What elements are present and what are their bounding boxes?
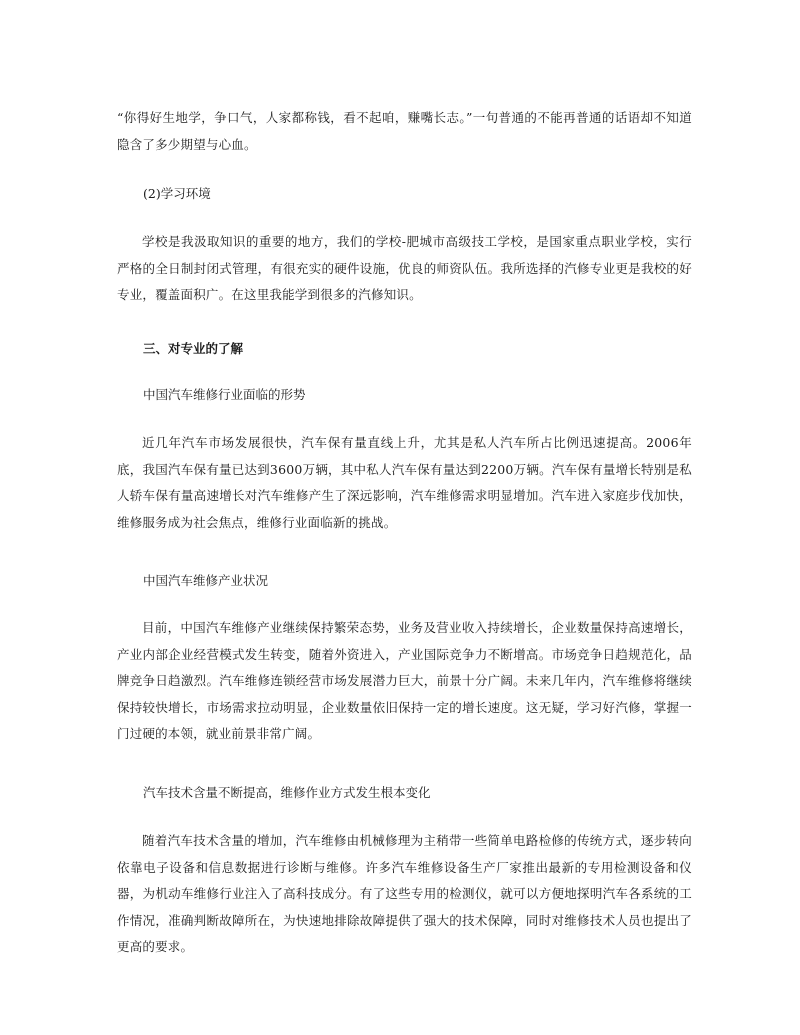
paragraph-school: 学校是我汲取知识的重要的地方，我们的学校-肥城市高级技工学校，是国家重点职业学校，实行严格的全日制封闭式管理，有很充实的硬件设施，优良的师资队伍。我所选择的汽修专业更是我校的好专业，覆盖面积广。在这里我能学到很多的汽修知识。 — [117, 234, 692, 302]
paragraph-technology: 随着汽车技术含量的增加，汽车维修由机械修理为主稍带一些简单电路检修的传统方式，逐步转向依靠电子设备和信息数据进行诊断与维修。许多汽车维修设备生产厂家推出最新的专用检测设备和仪器，为机动车维修行业注入了高科技成分。有了这些专用的检测仪，就可以方便地探明汽车各系统的工作情况，准确判断故障所在，为快速地排除故障提供了强大的技术保障，同时对维修技术人员也提出了更高的要求。 — [117, 833, 692, 954]
subheading-industry-situation: 中国汽车维修行业面临的形势 — [143, 387, 306, 402]
subheading-industry-status: 中国汽车维修产业状况 — [143, 573, 269, 588]
section-heading-major: 三、对专业的了解 — [143, 341, 244, 356]
subheading-learning-environment: (2)学习环境 — [143, 186, 211, 201]
subheading-technology: 汽车技术含量不断提高，维修作业方式发生根本变化 — [143, 785, 431, 800]
paragraph-industry: 近几年汽车市场发展很快，汽车保有量直线上升，尤其是私人汽车所占比例迅速提高。2006年底，我国汽车保有量已达到3600万辆，其中私人汽车保有量达到2200万辆。汽车保有量增长特别是私人轿车保有量高速增长对汽车维修产生了深远影响，汽车维修需求明显增加。汽车进入家庭步伐加快，维修服务成为社会焦点，维修行业面临新的挑战。 — [117, 435, 692, 530]
paragraph-expectation: “你得好生地学，争口气，人家都称钱，看不起咱，赚嘴长志。”一句普通的不能再普通的话语却不知道隐含了多少期望与心血。 — [117, 110, 692, 152]
paragraph-status: 目前，中国汽车维修产业继续保持繁荣态势，业务及营业收入持续增长，企业数量保持高速增长，产业内部企业经营模式发生转变，随着外资进入，产业国际竞争力不断增高。市场竞争日趋规范化，品牌竞争日趋激烈。汽车维修连锁经营市场发展潜力巨大，前景十分广阔。未来几年内，汽车维修将继续保持较快增长，市场需求拉动明显，企业数量依旧保持一定的增长速度。这无疑，学习好汽修，掌握一门过硬的本领，就业前景非常广阔。 — [117, 620, 692, 741]
